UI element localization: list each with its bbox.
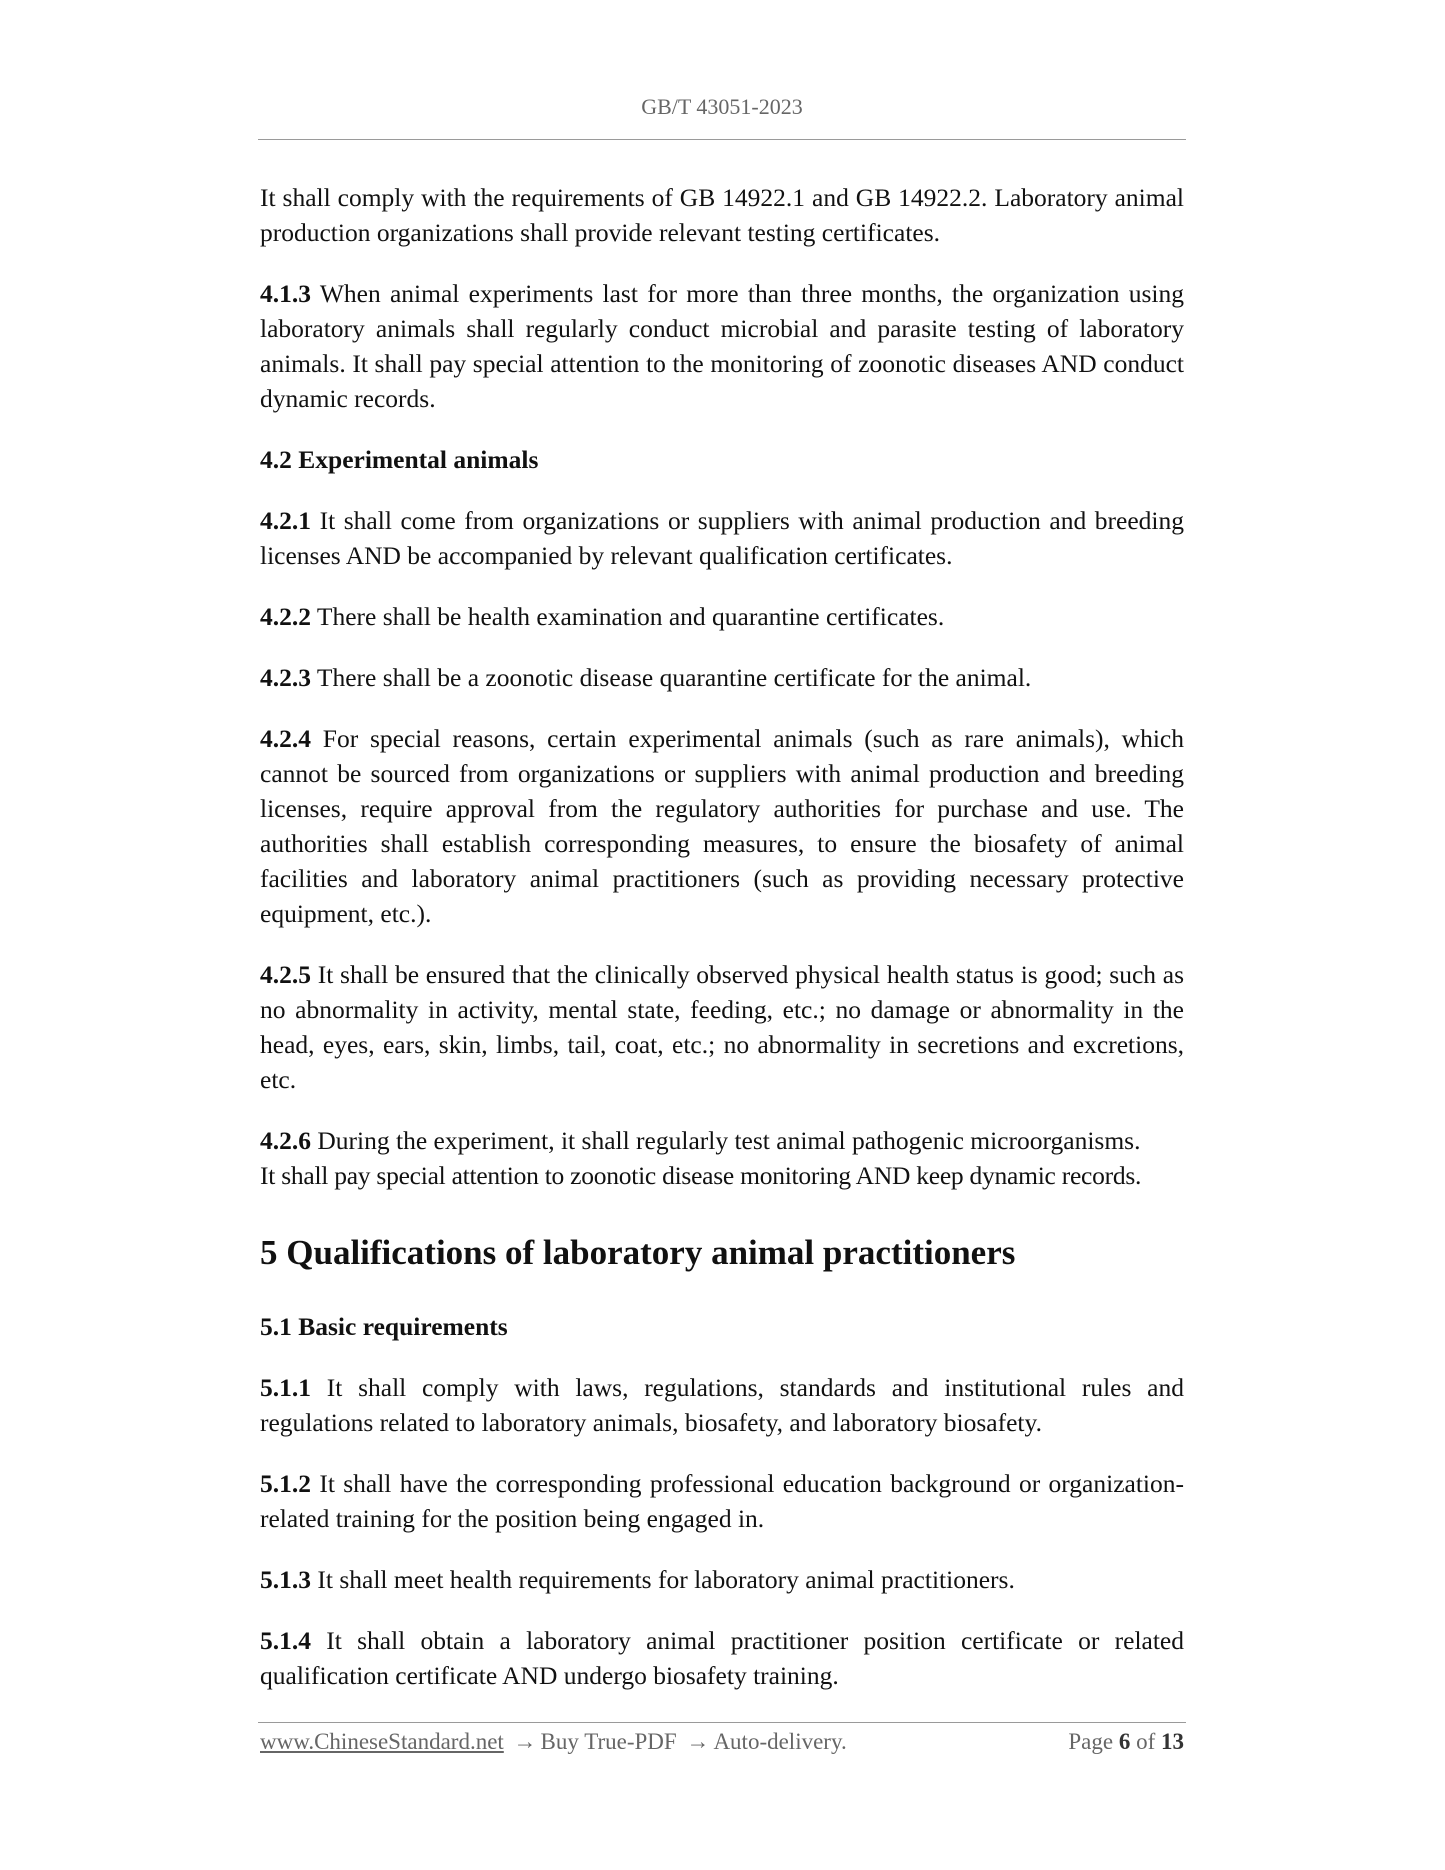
clause-number: 4.2.4 xyxy=(260,724,311,753)
chapter-heading-5 xyxy=(260,1231,1184,1275)
clause-5-1-3 xyxy=(260,1562,1184,1597)
clause-number: 4.2.3 xyxy=(260,663,311,692)
clause-text: It shall be ensured that the clinically observed physical health status is good; such as no abnormality in activity, mental state, feeding, etc.; no damage or abnormality in the head, eyes, ears, skin, limbs, tail, coat, etc.; no abnormality in secretions and excretions, etc. xyxy=(260,960,1184,1094)
header-divider xyxy=(258,139,1186,140)
heading-text: 4.2 Experimental animals xyxy=(260,445,539,474)
clause-text: For special reasons, certain experimental animals (such as rare animals), which cannot be sourced from organizations or suppliers with animal production and breeding licenses, require approval from the regulatory authorities for purchase and use. The authorities shall establish corresponding measures, to ensure the biosafety of animal facilities and laboratory animal practitioners (such as providing necessary protective equipment, etc.). xyxy=(260,724,1184,928)
clause-4-2-4 xyxy=(260,721,1184,931)
clause-text: When animal experiments last for more than three months, the organization using laboratory animals shall regularly conduct microbial and parasite testing of laboratory animals. It shall pay special attention to the monitoring of zoonotic diseases AND conduct dynamic records. xyxy=(260,279,1184,413)
clause-text-line1: During the experiment, it shall regularly test animal pathogenic microorganisms. xyxy=(311,1126,1141,1155)
heading-text: 5.1 Basic requirements xyxy=(260,1312,508,1341)
arrow-right-icon: → xyxy=(686,1729,710,1754)
clause-number: 5.1.1 xyxy=(260,1373,311,1402)
clause-number: 4.1.3 xyxy=(260,279,311,308)
clause-number: 4.2.2 xyxy=(260,602,311,631)
page-label: Page xyxy=(1068,1729,1114,1754)
clause-text: It shall obtain a laboratory animal practitioner position certificate or related qualification certificate AND undergo biosafety training. xyxy=(260,1626,1184,1690)
footer-promo xyxy=(260,1727,847,1757)
arrow-right-icon: → xyxy=(513,1729,537,1754)
clause-4-1-3 xyxy=(260,276,1184,416)
section-heading-5-1 xyxy=(260,1309,1184,1344)
clause-text: It shall have the corresponding professional education background or organization-related training for the position being engaged in. xyxy=(260,1469,1184,1533)
doc-id: GB/T 43051-2023 xyxy=(641,94,803,119)
page-total: 13 xyxy=(1161,1729,1184,1754)
clause-4-2-1 xyxy=(260,503,1184,573)
clause-number: 4.2.6 xyxy=(260,1126,311,1155)
clause-text: There shall be a zoonotic disease quarantine certificate for the animal. xyxy=(311,663,1032,692)
clause-text: There shall be health examination and quarantine certificates. xyxy=(311,602,945,631)
page-content xyxy=(260,180,1184,1719)
of-label: of xyxy=(1136,1729,1156,1754)
clause-text: It shall come from organizations or suppliers with animal production and breeding licenses AND be accompanied by relevant qualification certificates. xyxy=(260,506,1184,570)
paragraph-intro xyxy=(260,180,1184,250)
page-indicator xyxy=(1068,1727,1184,1757)
clause-4-2-2 xyxy=(260,599,1184,634)
footer-divider xyxy=(258,1722,1186,1723)
clause-5-1-1 xyxy=(260,1370,1184,1440)
heading-text: 5 Qualifications of laboratory animal practitioners xyxy=(260,1233,1016,1272)
clause-number: 5.1.3 xyxy=(260,1565,311,1594)
clause-text: It shall meet health requirements for laboratory animal practitioners. xyxy=(311,1565,1015,1594)
clause-5-1-2 xyxy=(260,1466,1184,1536)
paragraph-text: It shall comply with the requirements of GB 14922.1 and GB 14922.2. Laboratory animal production organizations shall provide relevant testing certificates. xyxy=(260,183,1184,247)
buy-text: Buy True-PDF xyxy=(540,1729,677,1754)
site-link[interactable]: www.ChineseStandard.net xyxy=(260,1729,504,1754)
clause-5-1-4 xyxy=(260,1623,1184,1693)
clause-text: It shall comply with laws, regulations, standards and institutional rules and regulations related to laboratory animals, biosafety, and laboratory biosafety. xyxy=(260,1373,1184,1437)
clause-number: 4.2.5 xyxy=(260,960,311,989)
clause-text-line2: It shall pay special attention to zoonotic disease monitoring AND keep dynamic records. xyxy=(260,1161,1142,1190)
section-heading-4-2 xyxy=(260,442,1184,477)
clause-number: 4.2.1 xyxy=(260,506,311,535)
page-header xyxy=(258,94,1186,120)
clause-4-2-6 xyxy=(260,1123,1184,1193)
clause-4-2-5 xyxy=(260,957,1184,1097)
clause-number: 5.1.2 xyxy=(260,1469,311,1498)
page-current: 6 xyxy=(1118,1729,1131,1754)
clause-4-2-3 xyxy=(260,660,1184,695)
clause-number: 5.1.4 xyxy=(260,1626,311,1655)
delivery-text: Auto-delivery. xyxy=(713,1729,847,1754)
